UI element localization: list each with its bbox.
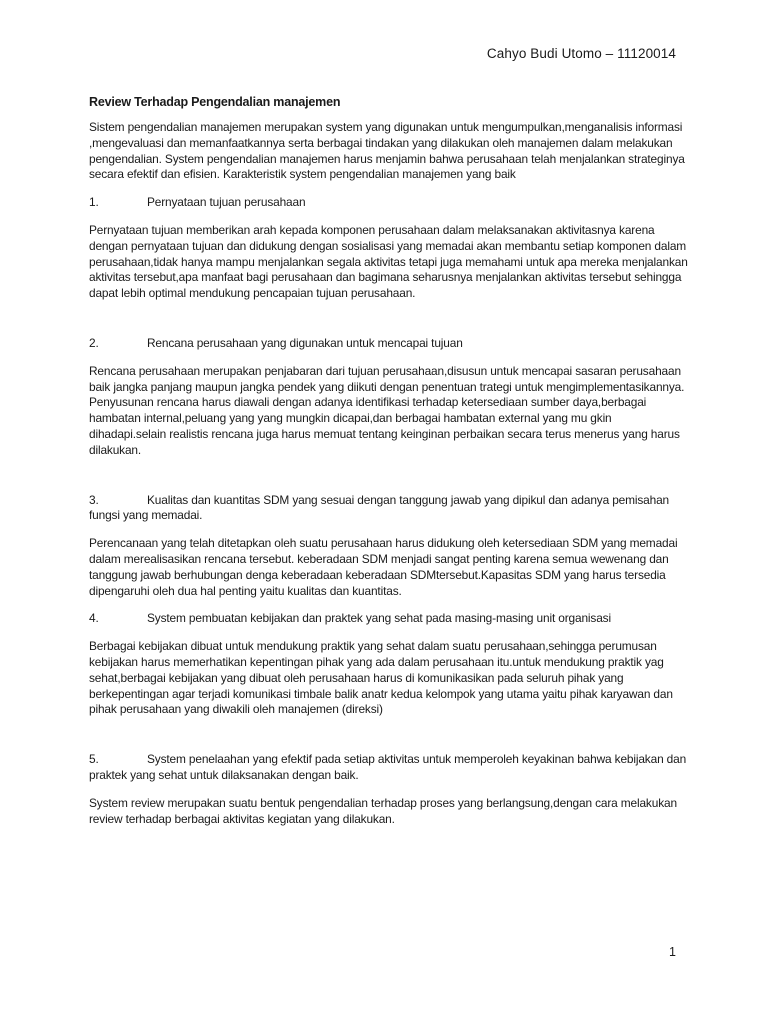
section-4-body: Berbagai kebijakan dibuat untuk mendukung praktik yang sehat dalam suatu perusahaan,sehingga perumusan kebijakan harus memerhatikan kepentingan pihak yang ada dalam perusahaan itu.untuk mendukung praktik yag sehat,berbagai kebijakan yang dibuat oleh perusahaan harus di komunikasikan pada seluruh pihak yang berkepentingan agar terjadi komunikasi timbale balik anatr kedua kelompok yang utama yaitu pihak karyawan dan pihak perusahaan yang diwakili oleh manajemen (direksi) [89, 639, 673, 717]
section-number: 5. [89, 752, 99, 767]
section-5-heading [89, 752, 689, 784]
intro-paragraph: Sistem pengendalian manajemen merupakan system yang digunakan untuk mengumpulkan,menganalisis informasi ,mengevaluasi dan memanfaatkannya serta berbagai tindakan yang dilakukan oleh manajemen dalam melakukan pengendalian. System pengendalian manajemen harus menjamin bahwa perusahaan telah menjalankan strateginya secara efektif dan efisien. Karakteristik system pengendalian manajemen yang baik [89, 120, 685, 182]
author-header: Cahyo Budi Utomo – 11120014 [486, 46, 676, 61]
section-3-heading [89, 493, 689, 525]
section-1-heading [89, 195, 689, 211]
section-heading-text: Pernyataan tujuan perusahaan [147, 195, 306, 210]
section-4-heading [89, 611, 689, 627]
section-2-body: Rencana perusahaan merupakan penjabaran dari tujuan perusahaan,disusun untuk mencapai sasaran perusahaan baik jangka panjang maupun jangka pendek yang diikuti dengan penentuan trategi untuk mengimplementasikannya. Penyusunan rencana harus diawali dengan adanya identifikasi terhadap ketersediaan sumber daya,berbagai hambatan internal,peluang yang yang mungkin dicapai,dan berbagai hambatan external yang mu gkin dihadapi.selain realistis rencana juga harus memuat tentang keinginan perbaikan secara terus menerus yang harus dilakukan. [89, 363, 685, 457]
section-heading-text: System pembuatan kebijakan dan praktek yang sehat pada masing-masing unit organisasi [147, 611, 611, 626]
document-title: Review Terhadap Pengendalian manajemen [89, 95, 341, 109]
section-2-heading [89, 336, 689, 352]
section-number: 3. [89, 492, 99, 507]
page-number: 1 [669, 945, 676, 959]
section-number: 2. [89, 335, 99, 350]
section-number: 4. [89, 611, 99, 626]
section-number: 1. [89, 195, 99, 210]
document-body [89, 95, 689, 839]
section-heading-text: Kualitas dan kuantitas SDM yang sesuai dengan tanggung jawab yang dipikul dan adanya pemisahan fungsi yang memadai. [89, 492, 670, 523]
section-3-body: Perencanaan yang telah ditetapkan oleh suatu perusahaan harus didukung oleh ketersediaan SDM yang memadai dalam merealisasikan rencana tersebut. keberadaan SDM menjadi sangat penting karena semua wewenang dan tanggung jawab berhubungan denga keberadaan keberadaan SDMtersebut.Kapasitas SDM yang harus tersedia dipengaruhi oleh dua hal penting yaitu kualitas dan kuantitas. [89, 536, 678, 598]
section-5-body: System review merupakan suatu bentuk pengendalian terhadap proses yang berlangsung,dengan cara melakukan review terhadap berbagai aktivitas kegiatan yang dilakukan. [89, 795, 677, 826]
section-heading-text: System penelaahan yang efektif pada setiap aktivitas untuk memperoleh keyakinan bahwa kebijakan dan praktek yang sehat untuk dilaksanakan dengan baik. [89, 752, 687, 782]
section-1-body: Pernyataan tujuan memberikan arah kepada komponen perusahaan dalam melaksanakan aktivitasnya karena dengan pernyataan tujuan dan didukung dengan sosialisasi yang memadai akan membantu setiap komponen dalam perusahaan,tidak hanya mampu menjalankan segala aktivitas tetapi juga memahami untuk apa mereka menjalankan aktivitas tersebut,apa manfaat bagi perusahaan dan bagimana seharusnya menjalankan aktivitas tersebut sehingga dapat lebih optimal mendukung pencapaian tujuan perusahaan. [89, 222, 688, 301]
section-heading-text: Rencana perusahaan yang digunakan untuk mencapai tujuan [147, 335, 463, 350]
